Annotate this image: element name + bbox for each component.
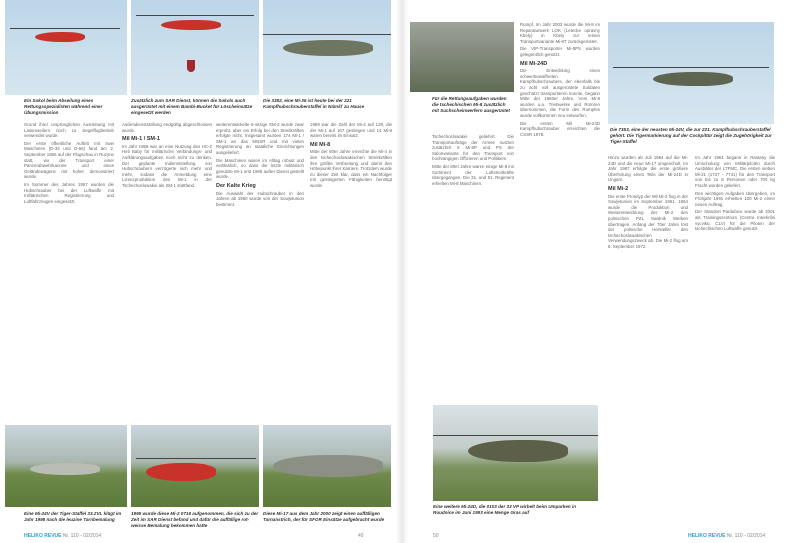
caption-top-2: Zusätzlich zum SAR Dienst, können die Sokols auch ausgerüstet mit einem Bambi-Bucket für Löscheinsätze eingesetzt werden <box>131 98 253 115</box>
paragraph: Grund ihrer ursprünglichen Ausrüstung mit Lastenseilern noch zu Segelflugbetrieb verwendet wurde. <box>24 122 114 139</box>
paragraph: weiterentwickelte 5-sitzige SM-2 wurde zwar erprobt, aber ein Erfolg bei den Streitkräften erfolgte nicht. Insgesamt wurden 174 Mi-1 / SM-1 an das MNSR und mit vielen Registrierung an staatliche Einrichtungen ausgeliefert. <box>216 122 304 155</box>
section-heading: Mil Mi-8 <box>310 141 331 148</box>
text-column <box>695 155 775 525</box>
paragraph: Die ersten Mil Mi-24D Kampfhubschrauber erreichten die CSSR 1978. <box>520 120 600 137</box>
paragraph: Mitte der 80er Jahre waren einige Mi-8 ins Sortiment der Luftstreitkräfte übergegangen. Die 31. und 51. Regiment erhielten Mi-8 Maschinen. <box>432 163 514 186</box>
photo-sokol-bambi-bucket <box>131 0 259 95</box>
paragraph: Die VIP-Transporter Mi-8PS wurden gelegentlich genutzt. <box>520 46 600 57</box>
footer-brand: HELIKO REVUE <box>688 533 726 539</box>
text-column <box>432 134 514 394</box>
photo-mi35 <box>263 0 391 95</box>
section-heading: Mil Mi-1 / SM-1 <box>122 136 160 143</box>
paragraph: Der erste öffentliche Auftritt mit zwei Maschinen (D-34 und D-56) fand am 2. September 1956 auf der Flugschau in Ruzyne statt, wo der Transport einer Panzerabwehrkanone und eines Geländewagens mit hoher demonstriert wurde. <box>24 140 114 180</box>
photo-mi24d-0103 <box>433 405 598 501</box>
paragraph: Außendienststellung endgültig abgeschlossen wurde. <box>122 122 212 133</box>
page-gutter <box>396 0 408 543</box>
paragraph: Rumpf. Im Jahr 2003 wurde die Mi-8 im Reparaturwerk LOK (Letecke opravny Kbely) in Kbely zur reinen Transportvariante Mi-8T zurückgerüstet. <box>520 22 600 44</box>
photo-mi24v-tiger <box>5 425 127 507</box>
paragraph: Die Auswahl der Hubschrauber in den Jahren ab 1960 wurde von der Sowjetunion bestimmt. <box>216 190 304 207</box>
caption-bottom-1: Eine Mi-24V der Tiger-Staffel 33.ZVL klügt im Jahr 1998 nach die leuzine Tarnbemalung <box>24 511 122 522</box>
paragraph: Im Sommer des Jahres 1957 wurden die Hubschrauber bei der Luftwaffe mit militärischen Registrierung und Luftfahrzeugen eingesetzt. <box>24 181 114 204</box>
section-heading: Mil Mi-24D <box>520 60 548 67</box>
text-column <box>122 122 212 422</box>
page-number-right: 50 <box>433 533 439 539</box>
paragraph: Den wichtigen Aufgaben übergeben, im Frühjahr 1991 erhielten 100 Mi-2 einen neuen Auftrag. <box>695 190 775 207</box>
caption-right-top-left: Für die Rettungsaufgaben wurden die tschechischen Mi-8 zusätzlich mit Suchscheinwerfern ausgerüstet <box>432 96 510 113</box>
footer-brand: HELIKO REVUE <box>24 533 62 539</box>
caption-bottom-3: Diese Mi-17 aus dem Jahr 2000 zeigt einen auffälligen Tarnanstrich, der für SFOR Einsätze aufgebracht wurde <box>263 511 385 522</box>
paragraph: Die erste Prototyp der Mil Mi-2 flog in der Sowjetunion im September 1961. 1964 wurde die Produktion und Weiterentwicklung der Mi-2 den polnischen PZL Swidnik Werken übertragen. Anfang der 70er Jahre löst der polnische Hersteller den tschechoslowakischen Verwendungszweck ab. Die Mi-2 flog am 8. September 1972. <box>608 193 688 249</box>
paragraph: Die Maschinen waren im Alltag robust und verlässlich, so dass die letzte militärisch genutzte Mi-1 erst 1985 außer Dienst gestellt wurde. <box>216 157 304 180</box>
text-column <box>520 22 600 402</box>
caption-top-1: Ein Sokol beim Abseilung eines Rettungsspezialisten während einer Übungsmission <box>24 98 103 115</box>
paragraph: Hinzu wurden ab Juli 1984 auf die Mi-24D und die neue Mi-17 umgeschult. Im Jahr 1987 erfolgte die erste größere Überholung eines Teils der Mi-24D in Ungarn. <box>608 155 688 183</box>
paragraph: Im Jahr 1958 war an eine Nutzung des HC-2 Heli Baby für militärische Verbindungs- und Aufklärungsaufgaben noch nicht zu denken. Der geplante Indienststellung von Hubschraubern verzögerte sich mehr und mehr, sodass die Anmeldung eine Lizenzproduktion des Mi-1 in der Tschechoslowakei als SM-1 stattfand. <box>122 143 212 188</box>
photo-mi2-0716 <box>131 425 259 507</box>
footer-issue: Nr. 110 - 02/2014 <box>62 533 102 539</box>
section-heading: Mil Mi-2 <box>608 185 629 192</box>
paragraph: Die Entwicklung eines schwerbewaffneten Kampfhubschraubers, der ebenfalls bis zu acht voll ausgerüstete Soldaten geschützt transportieren konnte, begann Mitte der 1960er Jahre. Vom Mi-8 wurden u.a. Triebwerke und Rotoren übernommen, die Form des Rumpfes wurde vollkommen neu entworfen. <box>520 68 600 118</box>
section-heading: Der Kalte Krieg <box>216 182 256 189</box>
photo-mi24v-7353 <box>608 22 774 124</box>
paragraph: Mitte der 60er Jahre erreichte die Mi-4 in den tschechoslowakischen Streitkräften ihre größte Verbreitung und damit den Höhepunkt ihrer Karriere. Trotzdem wurde zu dieser Zeit klar, dass ein Nachfolger mit gesteigerten Fähigkeiten benötigt wurde. <box>310 149 392 188</box>
text-column <box>24 122 114 422</box>
footer-right <box>688 533 765 539</box>
text-column <box>608 155 688 400</box>
paragraph: Im Jahr 1961 begann in Rastany die Umschulung von Militärpiloten durch Ausbilder der LTFMC. Die ersten sieben Mi-21 (1737 - 7741) für den Transport von bis zu 8 Personen oder 700 kg Fracht wurden geliefert. <box>695 155 775 188</box>
photo-mi17-sfor <box>263 425 391 507</box>
paragraph: 1969 war die Zahl der Mi-4 auf 129, die der Mi-1 auf 167 gestiegen und 14 Mi-8 waren bereits im Einsatz. <box>310 122 392 139</box>
footer-issue: Nr. 110 - 02/2014 <box>726 533 766 539</box>
caption-bottom-2: 1995 wurde diese Mi-2 0716 aufgenommen, die sich zu der Zeit im SAR Dienst befand und dafür die auffällige rot-weisse Bemalung bekommen hatte <box>131 511 259 528</box>
caption-right-top-right: Die 7353, eine der neusten Mi-24V, die zur 221. Kampfhubschrauberstaffel gehört. Die Tigermarkierung auf der Cockpittür zeigt die Zugehörigkeit zur Tiger-Staffel <box>610 127 772 144</box>
text-column <box>216 122 304 422</box>
text-column <box>310 122 392 422</box>
footer-left <box>24 533 101 539</box>
paragraph: Tschechoslowakei geliefert. Die Transportaufträge der Armee nutzten zusätzlich 6 Mi-8P und PS der Salonvariante für den Transport von hochrangigen Offizieren und Politikern. <box>432 134 514 162</box>
page-number-left: 49 <box>358 533 364 539</box>
photo-mi8-searchlight <box>410 22 514 92</box>
paragraph: Der Standort Pardubice wurde ab 2001 als Trainingszentrum (Centre Interkrilni vycvikü, CLV) für die Piloten der tschechischen Luftwaffe genutzt. <box>695 209 775 232</box>
photo-sokol-rescue <box>5 0 127 95</box>
caption-right-bottom: Eine weitere Mi-24D, die 0103 der 33 VP wirbelt beim Umparken in Roudnice im Juni 1993 eine Menge Gras auf <box>433 504 577 515</box>
caption-top-3: Die 3382, eine Mi-35 ist heute bei der 221 Kampfhubschrauberstaffel in Námšť zu Hause <box>263 98 365 109</box>
